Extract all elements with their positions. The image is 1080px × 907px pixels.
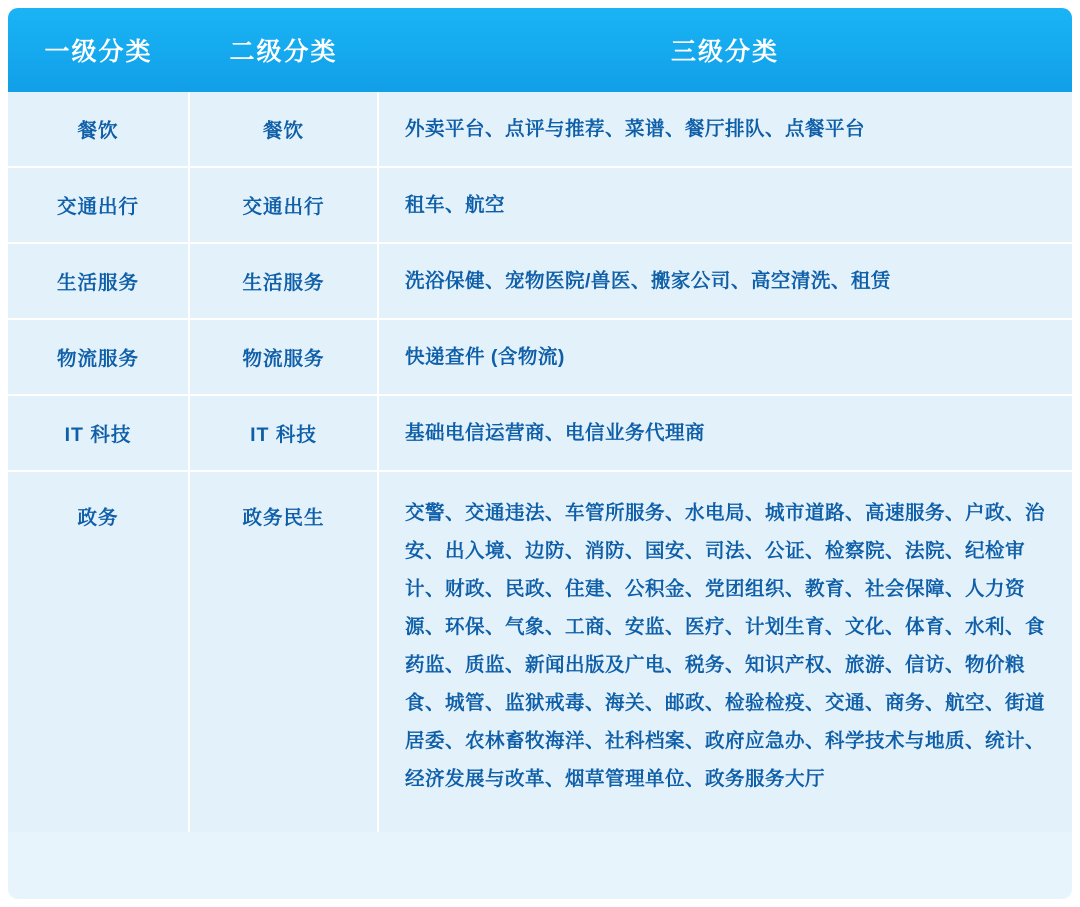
cell-level2: 餐饮 bbox=[189, 92, 378, 167]
cell-level3: 快递查件 (含物流) bbox=[378, 319, 1072, 395]
category-table bbox=[8, 8, 1072, 832]
table-row bbox=[8, 167, 1072, 243]
cell-level3: 交警、交通违法、车管所服务、水电局、城市道路、高速服务、户政、治安、出入境、边防、消防、国安、司法、公证、检察院、法院、纪检审计、财政、民政、住建、公积金、党团组织、教育、社会保障、人力资源、环保、气象、工商、安监、医疗、计划生育、文化、体育、水利、食药监、质监、新闻出版及广电、税务、知识产权、旅游、信访、物价粮食、城管、监狱戒毒、海关、邮政、检验检疫、交通、商务、航空、街道居委、农林畜牧海洋、社科档案、政府应急办、科学技术与地质、统计、经济发展与改革、烟草管理单位、政务服务大厅 bbox=[378, 471, 1072, 832]
table-row bbox=[8, 92, 1072, 167]
cell-level2: 政务民生 bbox=[189, 471, 378, 832]
header-level1: 一级分类 bbox=[44, 38, 153, 66]
cell-level2: 生活服务 bbox=[189, 243, 378, 319]
cell-level3: 基础电信运营商、电信业务代理商 bbox=[378, 395, 1072, 471]
cell-level2: 物流服务 bbox=[189, 319, 378, 395]
table-header bbox=[8, 8, 1072, 92]
header-level2: 二级分类 bbox=[229, 38, 338, 66]
cell-level2: IT 科技 bbox=[189, 395, 378, 471]
cell-level1: IT 科技 bbox=[8, 395, 189, 471]
table-row bbox=[8, 319, 1072, 395]
cell-level1: 物流服务 bbox=[8, 319, 189, 395]
category-table-container bbox=[8, 8, 1072, 899]
cell-level3: 洗浴保健、宠物医院/兽医、搬家公司、高空清洗、租赁 bbox=[378, 243, 1072, 319]
header-level3: 三级分类 bbox=[670, 38, 779, 66]
cell-level3: 租车、航空 bbox=[378, 167, 1072, 243]
table-body bbox=[8, 92, 1072, 832]
cell-level3: 外卖平台、点评与推荐、菜谱、餐厅排队、点餐平台 bbox=[378, 92, 1072, 167]
table-row bbox=[8, 471, 1072, 832]
table-header-row bbox=[8, 8, 1072, 92]
cell-level1: 餐饮 bbox=[8, 92, 189, 167]
cell-level1: 交通出行 bbox=[8, 167, 189, 243]
table-row bbox=[8, 243, 1072, 319]
cell-level1: 政务 bbox=[8, 471, 189, 832]
cell-level1: 生活服务 bbox=[8, 243, 189, 319]
table-row bbox=[8, 395, 1072, 471]
cell-level2: 交通出行 bbox=[189, 167, 378, 243]
